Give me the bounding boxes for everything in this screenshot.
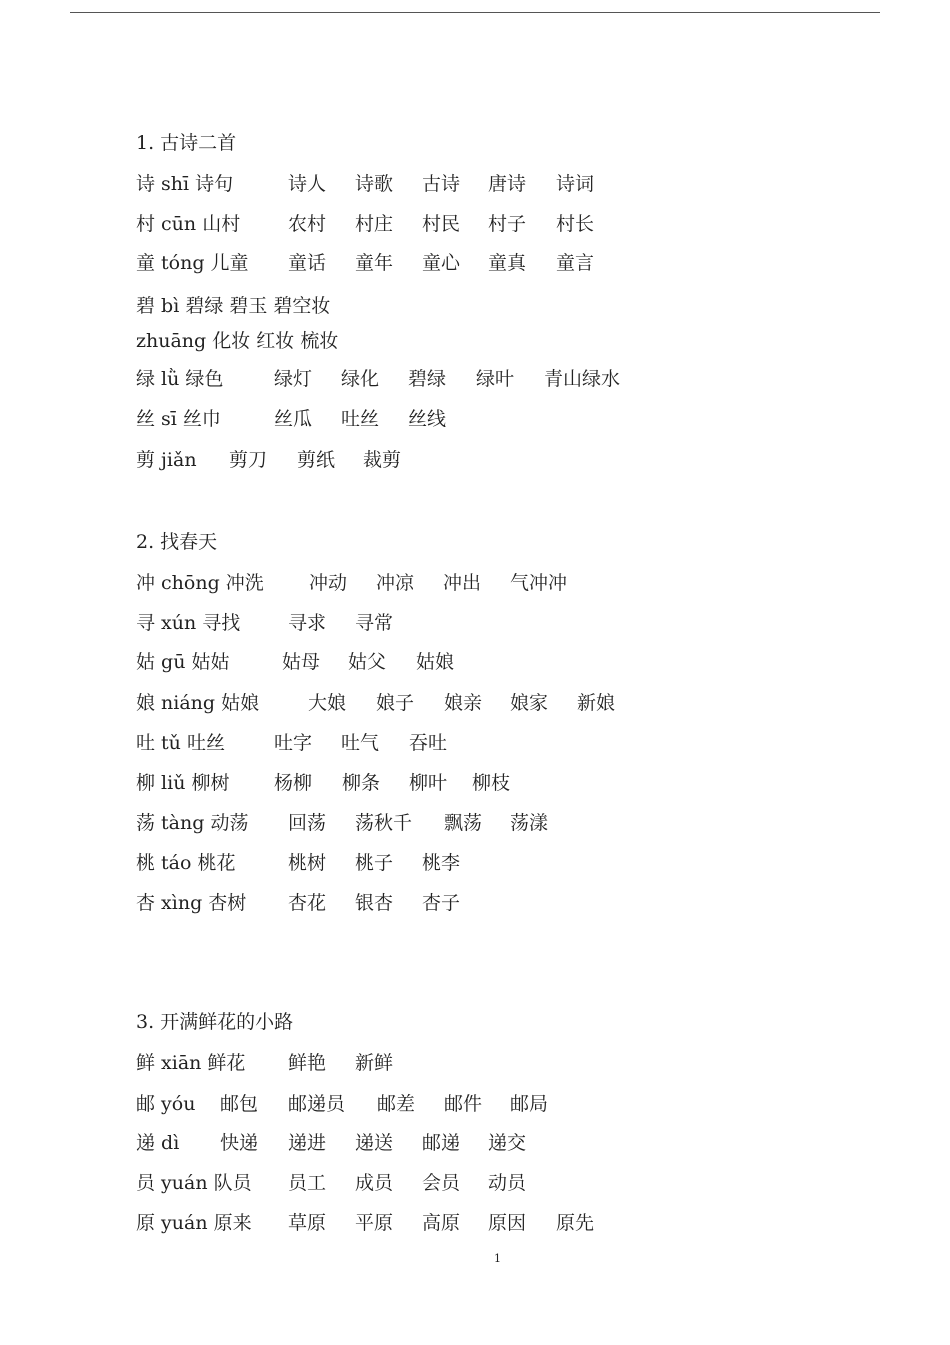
character-entry: 童 tóng 儿童 <box>136 252 249 274</box>
word-item: 原先 <box>556 1212 595 1234</box>
word-item: 寻求 <box>288 612 327 634</box>
word-item: 碧绿 <box>408 368 447 390</box>
word-item: 吐字 <box>274 732 313 754</box>
word-item: 新娘 <box>577 692 616 714</box>
word-item: 剪纸 <box>297 449 336 471</box>
character-entry: 娘 niáng 姑娘 <box>136 692 260 714</box>
word-item: 银杏 <box>355 892 394 914</box>
word-item: 气冲冲 <box>510 572 568 594</box>
character-entry: 杏 xìng 杏树 <box>136 892 247 914</box>
character-entry: 柳 liǔ 柳树 <box>136 772 230 794</box>
word-item: 村长 <box>556 213 595 235</box>
word-item: 动员 <box>488 1172 527 1194</box>
character-entry: 荡 tàng 动荡 <box>136 812 249 834</box>
character-entry: 丝 sī 丝巾 <box>136 408 221 430</box>
word-item: 桃子 <box>355 852 394 874</box>
word-item: 员工 <box>288 1172 327 1194</box>
vocabulary-row <box>136 406 696 432</box>
character-entry: 递 dì <box>136 1132 180 1154</box>
word-item: 古诗 <box>422 173 461 195</box>
word-item: 村子 <box>488 213 527 235</box>
vocabulary-row <box>136 328 696 354</box>
character-entry: 绿 lǜ 绿色 <box>136 368 224 390</box>
word-item: 冲凉 <box>376 572 415 594</box>
word-item: 绿化 <box>341 368 380 390</box>
section-title: 1. 古诗二首 <box>136 132 237 154</box>
character-entry: 桃 táo 桃花 <box>136 852 236 874</box>
vocabulary-row <box>136 810 696 836</box>
word-item: 成员 <box>355 1172 394 1194</box>
word-item: 新鲜 <box>355 1052 394 1074</box>
vocabulary-row <box>136 770 696 796</box>
vocabulary-row <box>136 211 696 237</box>
word-item: 童年 <box>355 252 394 274</box>
vocabulary-row <box>136 850 696 876</box>
word-item: 冲出 <box>443 572 482 594</box>
word-item: 高原 <box>422 1212 461 1234</box>
word-item: 柳条 <box>342 772 381 794</box>
word-item: 递进 <box>288 1132 327 1154</box>
vocabulary-row <box>136 649 696 675</box>
word-item: 寻常 <box>355 612 394 634</box>
word-item: 诗歌 <box>355 173 394 195</box>
top-rule <box>70 12 880 13</box>
character-entry: zhuāng 化妆 红妆 梳妆 <box>136 330 339 352</box>
word-item: 吞吐 <box>409 732 448 754</box>
vocabulary-row <box>136 250 696 276</box>
word-item: 冲动 <box>309 572 348 594</box>
character-entry: 原 yuán 原来 <box>136 1212 252 1234</box>
character-entry: 邮 yóu <box>136 1093 196 1115</box>
word-item: 邮包 <box>220 1093 259 1115</box>
character-entry: 姑 gū 姑姑 <box>136 651 230 673</box>
word-item: 柳枝 <box>472 772 511 794</box>
word-item: 姑娘 <box>416 651 455 673</box>
word-item: 丝线 <box>408 408 447 430</box>
word-item: 姑母 <box>282 651 321 673</box>
word-item: 递交 <box>488 1132 527 1154</box>
word-item: 青山绿水 <box>544 368 621 390</box>
character-entry: 吐 tǔ 吐丝 <box>136 732 225 754</box>
character-entry: 寻 xún 寻找 <box>136 612 241 634</box>
word-item: 鲜艳 <box>288 1052 327 1074</box>
vocabulary-row <box>136 1050 696 1076</box>
word-item: 邮递员 <box>288 1093 346 1115</box>
word-item: 村民 <box>422 213 461 235</box>
word-item: 童言 <box>556 252 595 274</box>
vocabulary-row <box>136 1091 696 1117</box>
character-entry: 剪 jiǎn <box>136 449 197 471</box>
section-title: 3. 开满鲜花的小路 <box>136 1011 294 1033</box>
character-entry: 村 cūn 山村 <box>136 213 241 235</box>
vocabulary-row <box>136 1130 696 1156</box>
word-item: 童心 <box>422 252 461 274</box>
section-title: 2. 找春天 <box>136 531 218 553</box>
word-item: 邮件 <box>444 1093 483 1115</box>
word-item: 荡秋千 <box>355 812 413 834</box>
word-item: 绿叶 <box>476 368 515 390</box>
page-number: 1 <box>494 1252 501 1265</box>
word-item: 吐丝 <box>341 408 380 430</box>
word-item: 吐气 <box>341 732 380 754</box>
word-item: 回荡 <box>288 812 327 834</box>
word-item: 姑父 <box>348 651 387 673</box>
word-item: 大娘 <box>308 692 347 714</box>
word-item: 原因 <box>488 1212 527 1234</box>
word-item: 娘子 <box>376 692 415 714</box>
word-item: 快递 <box>220 1132 259 1154</box>
vocabulary-row <box>136 293 696 319</box>
word-item: 绿灯 <box>274 368 313 390</box>
word-item: 娘家 <box>510 692 549 714</box>
vocabulary-row <box>136 890 696 916</box>
vocabulary-row <box>136 171 696 197</box>
word-item: 娘亲 <box>444 692 483 714</box>
word-item: 杏花 <box>288 892 327 914</box>
word-item: 唐诗 <box>488 173 527 195</box>
word-item: 裁剪 <box>363 449 402 471</box>
word-item: 剪刀 <box>229 449 268 471</box>
word-item: 荡漾 <box>510 812 549 834</box>
word-item: 草原 <box>288 1212 327 1234</box>
word-item: 递送 <box>355 1132 394 1154</box>
word-item: 诗词 <box>556 173 595 195</box>
vocabulary-row <box>136 1210 696 1236</box>
word-item: 村庄 <box>355 213 394 235</box>
vocabulary-row <box>136 366 696 392</box>
word-item: 杨柳 <box>274 772 313 794</box>
word-item: 杏子 <box>422 892 461 914</box>
character-entry: 员 yuán 队员 <box>136 1172 252 1194</box>
word-item: 桃李 <box>422 852 461 874</box>
word-item: 柳叶 <box>409 772 448 794</box>
word-item: 邮递 <box>422 1132 461 1154</box>
word-item: 农村 <box>288 213 327 235</box>
character-entry: 冲 chōng 冲洗 <box>136 572 264 594</box>
word-item: 童真 <box>488 252 527 274</box>
vocabulary-row <box>136 730 696 756</box>
word-item: 童话 <box>288 252 327 274</box>
word-item: 邮差 <box>377 1093 416 1115</box>
word-item: 会员 <box>422 1172 461 1194</box>
character-entry: 碧 bì 碧绿 碧玉 碧空妆 <box>136 295 331 317</box>
vocabulary-row <box>136 690 696 716</box>
word-item: 邮局 <box>510 1093 549 1115</box>
word-item: 诗人 <box>288 173 327 195</box>
word-item: 飘荡 <box>444 812 483 834</box>
vocabulary-row <box>136 447 696 473</box>
vocabulary-row <box>136 610 696 636</box>
word-item: 桃树 <box>288 852 327 874</box>
vocabulary-row <box>136 1170 696 1196</box>
character-entry: 鲜 xiān 鲜花 <box>136 1052 246 1074</box>
vocabulary-row <box>136 570 696 596</box>
character-entry: 诗 shī 诗句 <box>136 173 234 195</box>
word-item: 丝瓜 <box>274 408 313 430</box>
word-item: 平原 <box>355 1212 394 1234</box>
